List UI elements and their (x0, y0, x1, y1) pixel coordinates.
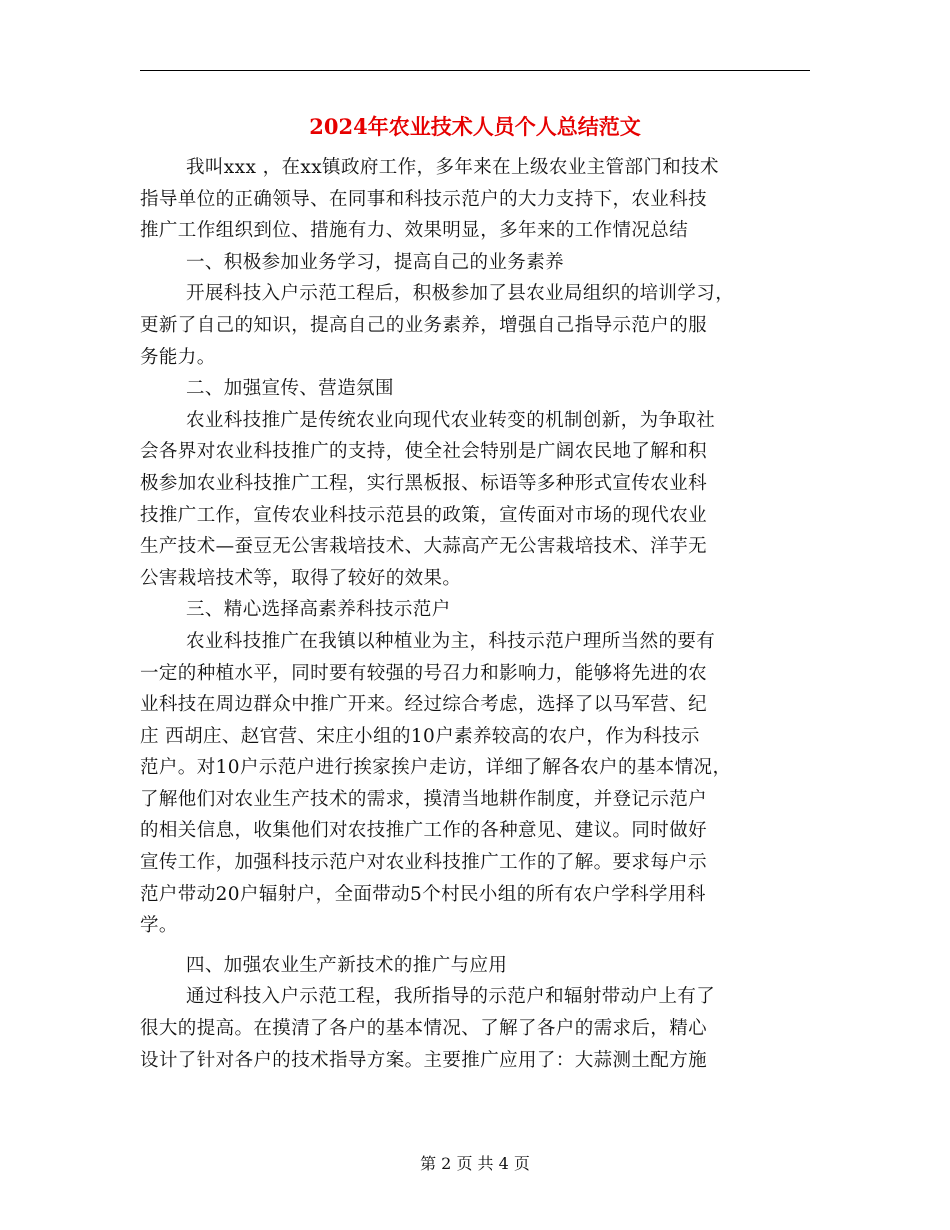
paragraph-line: 设计了针对各户的技术指导方案。主要推广应用了：大蒜测土配方施 (140, 1049, 708, 1071)
paragraph-line: 推广工作组织到位、措施有力、效果明显，多年来的工作情况总结 (140, 220, 689, 242)
paragraph-line: 生产技术—蚕豆无公害栽培技术、大蒜高产无公害栽培技术、洋芋无 (140, 536, 708, 558)
page-number: 第 2 页 共 4 页 (420, 1154, 530, 1173)
paragraph-line: 了解他们对农业生产技术的需求，摸清当地耕作制度，并登记示范户 (140, 788, 708, 810)
paragraph-line: 范户。对10户示范户进行挨家挨户走访，详细了解各农户的基本情况， (140, 757, 732, 779)
paragraph-line: 开展科技入户示范工程后，积极参加了县农业局组织的培训学习， (186, 283, 735, 305)
paragraph-line: 农业科技推广是传统农业向现代农业转变的机制创新，为争取社 (186, 409, 716, 431)
document-title: 2024年农业技术人员个人总结范文 (309, 114, 641, 139)
paragraph-line: 范户带动20户辐射户，全面带动5个村民小组的所有农户学科学用科 (140, 883, 706, 905)
section-heading: 三、精心选择高素养科技示范户 (186, 599, 451, 621)
document-body (140, 152, 810, 1076)
paragraph-line: 很大的提高。在摸清了各户的基本情况、了解了各户的需求后，精心 (140, 1018, 708, 1040)
paragraph-line: 学。 (140, 915, 178, 937)
paragraph-line: 一定的种植水平，同时要有较强的号召力和影响力，能够将先进的农 (140, 662, 708, 684)
paragraph-line: 庄 西胡庄、赵官营、宋庄小组的10户素养较高的农户，作为科技示 (140, 725, 700, 747)
paragraph-line: 业科技在周边群众中推广开来。经过综合考虑，选择了以马军营、纪 (140, 694, 708, 716)
paragraph-line: 农业科技推广在我镇以种植业为主，科技示范户理所当然的要有 (186, 630, 716, 652)
paragraph-line: 公害栽培技术等，取得了较好的效果。 (140, 567, 462, 589)
paragraph-line: 更新了自己的知识，提高自己的业务素养，增强自己指导示范户的服 (140, 314, 708, 336)
section-heading: 一、积极参加业务学习，提高自己的业务素养 (186, 251, 565, 273)
paragraph-line: 的相关信息，收集他们对农技推广工作的各种意见、建议。同时做好 (140, 820, 708, 842)
paragraph-line: 极参加农业科技推广工程，实行黑板报、标语等多种形式宣传农业科 (140, 472, 708, 494)
paragraph-line: 技推广工作，宣传农业科技示范县的政策，宣传面对市场的现代农业 (140, 504, 708, 526)
header-rule (140, 70, 810, 71)
paragraph-line: 务能力。 (140, 346, 216, 368)
paragraph-line: 我叫xxx ，在xx镇政府工作，多年来在上级农业主管部门和技术 (186, 157, 719, 178)
paragraph-line: 会各界对农业科技推广的支持，使全社会特别是广阔农民地了解和积 (140, 441, 708, 463)
paragraph-line: 通过科技入户示范工程，我所指导的示范户和辐射带动户上有了 (186, 986, 716, 1008)
section-heading: 二、加强宣传、营造氛围 (186, 378, 394, 400)
paragraph-line: 指导单位的正确领导、在同事和科技示范户的大力支持下，农业科技 (140, 188, 708, 210)
section-heading: 四、加强农业生产新技术的推广与应用 (186, 954, 508, 976)
paragraph-line: 宣传工作，加强科技示范户对农业科技推广工作的了解。要求每户示 (140, 852, 708, 874)
